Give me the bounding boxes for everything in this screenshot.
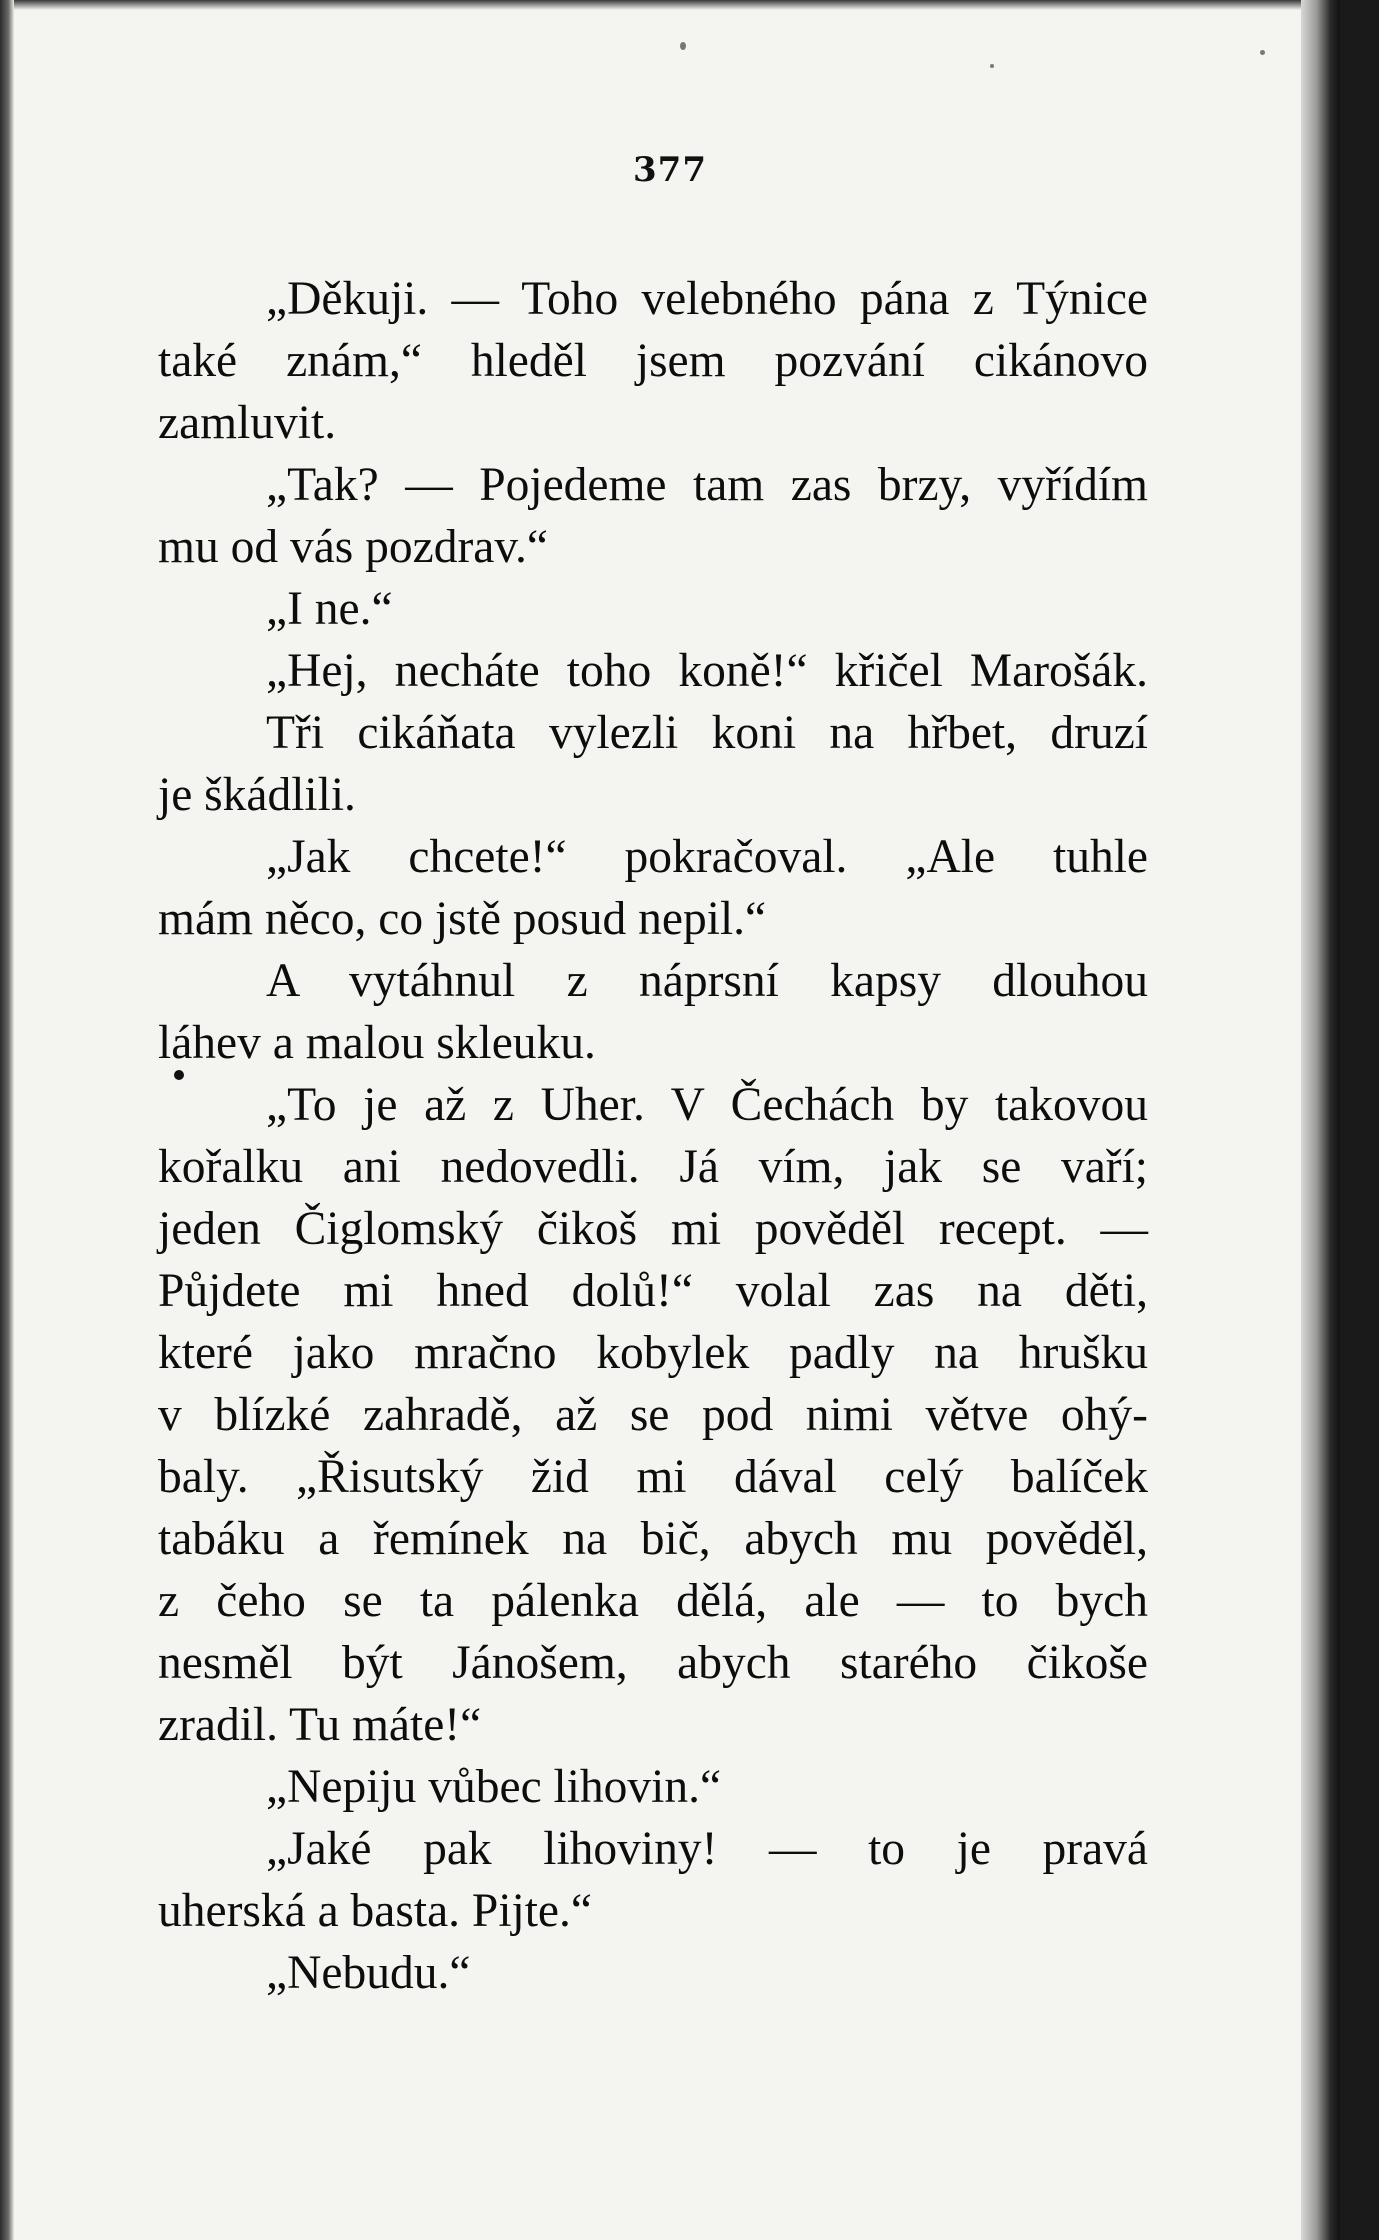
- page-right-edge: [1301, 0, 1340, 2240]
- text-line: „Jaké pak lihoviny! — to je pravá: [266, 1823, 1148, 1875]
- text-line: kořalku ani nedovedli. Já vím, jak se vaří;: [158, 1141, 1148, 1193]
- text-line: uherská a basta. Pijte.“: [158, 1885, 592, 1937]
- text-line: je škádlili.: [158, 769, 356, 821]
- text-line: jeden Čiglomský čikoš mi pověděl recept. —: [158, 1203, 1148, 1255]
- text-line: zamluvit.: [158, 397, 337, 449]
- text-line: Půjdete mi hned dolů!“ volal zas na děti,: [158, 1265, 1148, 1317]
- text-line: „Jak chcete!“ pokračoval. „Ale tuhle: [266, 831, 1148, 883]
- page-number: 377: [633, 150, 707, 190]
- text-line: Tři cikáňata vylezli koni na hřbet, druzí: [266, 707, 1148, 759]
- scan-speck: [990, 64, 994, 68]
- text-line: „Nebudu.“: [266, 1947, 471, 1999]
- text-line: láhev a malou skleuku.: [158, 1017, 596, 1069]
- text-line: také znám,“ hleděl jsem pozvání cikánovo: [158, 335, 1148, 387]
- scan-speck: [1260, 50, 1265, 55]
- text-line: „Tak? — Pojedeme tam zas brzy, vyřídím: [266, 459, 1148, 511]
- page-left-edge: [0, 0, 14, 2240]
- text-line: „Děkuji. — Toho velebného pána z Týnice: [266, 273, 1148, 325]
- text-line: „Nepiju vůbec lihovin.“: [266, 1761, 722, 1813]
- text-line: které jako mračno kobylek padly na hrušku: [158, 1327, 1148, 1379]
- text-line: mám něco, co jstě posud nepil.“: [158, 893, 767, 945]
- text-line: „I ne.“: [266, 583, 393, 635]
- text-line: z čeho se ta pálenka dělá, ale — to bych: [158, 1575, 1148, 1627]
- scan-speck: [680, 42, 686, 50]
- text-line: A vytáhnul z náprsní kapsy dlouhou: [266, 955, 1148, 1007]
- text-line: nesměl být Jánošem, abych starého čikoše: [158, 1637, 1148, 1689]
- text-line: mu od vás pozdrav.“: [158, 521, 548, 573]
- page-top-edge: [0, 0, 1340, 10]
- text-line: „To je až z Uher. V Čechách by takovou: [266, 1079, 1148, 1131]
- text-line: tabáku a řemínek na bič, abych mu pověděl,: [158, 1513, 1148, 1565]
- body-text: [158, 268, 1148, 2004]
- text-line: v blízké zahradě, až se pod nimi větve ohý-: [158, 1389, 1148, 1441]
- text-line: baly. „Řisutský žid mi dával celý balíček: [158, 1451, 1148, 1503]
- text-line: „Hej, necháte toho koně!“ křičel Marošák.: [266, 645, 1148, 697]
- text-line: zradil. Tu máte!“: [158, 1699, 482, 1751]
